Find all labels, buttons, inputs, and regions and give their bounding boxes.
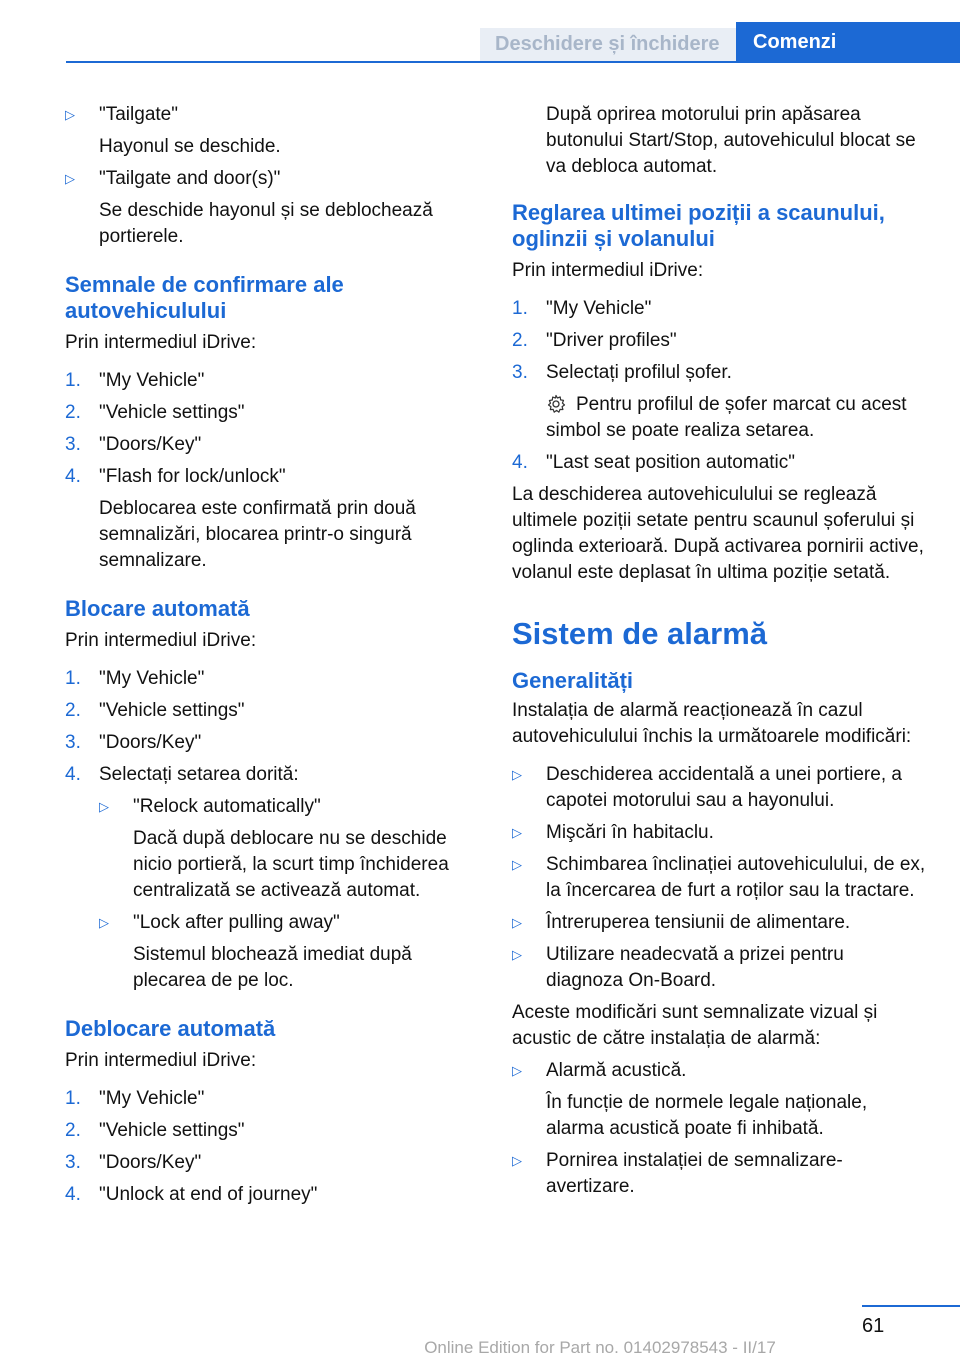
triangle-bullet-icon: ▷: [65, 171, 75, 186]
page-header: [0, 0, 960, 62]
chapter-title: Comenzi: [753, 31, 837, 53]
bullet-text: În funcție de normele legale naționale, alarma acustică poate fi inhibată.: [546, 1092, 868, 1139]
triangle-bullet-icon: ▷: [99, 799, 109, 814]
continuation-text: După oprirea motorului prin apăsarea butonului Start/Stop, autovehiculul blocat se va debloca automat.: [546, 104, 916, 177]
left-column: [65, 102, 479, 1214]
option-label: "Lock after pulling away": [133, 912, 340, 933]
step-text: "My Vehicle": [99, 370, 205, 391]
step-text: "My Vehicle": [99, 1088, 205, 1109]
step-item: 3. "Doors/Key": [65, 432, 479, 458]
right-column: [512, 102, 926, 1206]
intro-text: Prin intermediul iDrive:: [65, 1050, 257, 1071]
step-text: "Driver profiles": [546, 330, 677, 351]
bullet-label: "Tailgate": [99, 104, 178, 125]
triangle-bullet-icon: ▷: [99, 915, 109, 930]
step-text: Selectați setarea dorită:: [99, 764, 299, 785]
step-item: 3. "Doors/Key": [65, 1150, 479, 1176]
bullet-item: [512, 852, 926, 904]
section-heading: Deblocare automată: [65, 1016, 276, 1041]
step-item: 1. "My Vehicle": [65, 1086, 479, 1112]
triangle-bullet-icon: ▷: [65, 107, 75, 122]
bullet-text: Deschiderea accidentală a unei portiere, a capotei motorului sau a hayonului.: [546, 764, 902, 811]
step-item: 2. "Vehicle settings": [65, 400, 479, 426]
option-text: Dacă după deblocare nu se deschide nicio portieră, la scurt timp închiderea centralizată se activează automat.: [133, 828, 449, 901]
bullet-text: Întreruperea tensiunii de alimentare.: [546, 912, 851, 933]
intro-text: Prin intermediul iDrive:: [65, 332, 257, 353]
section-heading: Reglarea ultimei poziții a scaunului, oglinzii și volanului: [512, 200, 885, 251]
triangle-bullet-icon: ▷: [512, 947, 522, 962]
footer-rule: [862, 1305, 960, 1307]
step-item: 2. "Vehicle settings": [65, 698, 479, 724]
step-item: 4. "Flash for lock/unlock" Deblocarea este confirmată prin două semnalizări, blocarea printr-o singură semnalizare.: [65, 464, 479, 574]
bullet-text: Se deschide hayonul și se deblochează portierele.: [99, 200, 433, 247]
step-text: "Doors/Key": [99, 1152, 202, 1173]
bullet-item: [512, 820, 926, 846]
body-paragraph: Instalația de alarmă reacționează în cazul autovehiculului închis la următoarele modificări:: [512, 700, 912, 747]
step-item: 1. "My Vehicle": [65, 368, 479, 394]
bullet-item: [512, 1058, 926, 1142]
triangle-bullet-icon: ▷: [512, 1153, 522, 1168]
option-text: Sistemul blochează imediat după plecarea de pe loc.: [133, 944, 412, 991]
step-item: 4. "Unlock at end of journey": [65, 1182, 479, 1208]
bullet-label: Pornirea instalației de semnalizare-avertizare.: [546, 1150, 843, 1197]
step-item: 1. "My Vehicle": [65, 666, 479, 692]
step-text: "Last seat position automatic": [546, 452, 796, 473]
option-label: "Relock automatically": [133, 796, 321, 817]
header-rule: [66, 61, 960, 63]
section-heading: Generalități: [512, 668, 634, 693]
step-text: Selectați profilul șofer.: [546, 362, 732, 383]
bullet-item: [512, 942, 926, 994]
bullet-item: [65, 102, 479, 160]
step-text: "Vehicle settings": [99, 1120, 245, 1141]
page-number: 61: [862, 1315, 885, 1337]
triangle-bullet-icon: ▷: [512, 857, 522, 872]
bullet-item: [512, 1148, 926, 1200]
step-item: 1. "My Vehicle": [512, 296, 926, 322]
bullet-text: Hayonul se deschide.: [99, 136, 281, 157]
section-title: Deschidere și închidere: [495, 33, 720, 55]
intro-text: Prin intermediul iDrive:: [512, 260, 704, 281]
step-item: 4. "Last seat position automatic": [512, 450, 926, 476]
step-note: [546, 392, 926, 444]
step-text: "Doors/Key": [99, 732, 202, 753]
step-text: "Flash for lock/unlock": [99, 466, 286, 487]
bullet-text: Utilizare neadecvată a prizei pentru diagnoza On-Board.: [546, 944, 844, 991]
step-item: 3. "Doors/Key": [65, 730, 479, 756]
step-item: 4. Selectați setarea dorită:: [65, 762, 479, 788]
section-heading: Semnale de confirmare ale autovehiculului: [65, 272, 344, 323]
step-item: 2. "Vehicle settings": [65, 1118, 479, 1144]
step-text: "Vehicle settings": [99, 402, 245, 423]
chapter-heading: Sistem de alarmă: [512, 616, 768, 651]
gear-icon: [546, 394, 566, 414]
bullet-label: Alarmă acustică.: [546, 1060, 687, 1081]
triangle-bullet-icon: ▷: [512, 767, 522, 782]
step-item: 3. Selectați profilul șofer. Pentru profilul de șofer marcat cu acest simbol se poate realiza setarea.: [512, 360, 926, 444]
step-text: "My Vehicle": [546, 298, 652, 319]
body-paragraph: Aceste modificări sunt semnalizate vizual și acustic de către instalația de alarmă:: [512, 1002, 878, 1049]
step-item: 2. "Driver profiles": [512, 328, 926, 354]
bullet-label: "Tailgate and door(s)": [99, 168, 281, 189]
step-text: "Vehicle settings": [99, 700, 245, 721]
edition-note: Online Edition for Part no. 01402978543 - II/17: [424, 1338, 776, 1357]
triangle-bullet-icon: ▷: [512, 825, 522, 840]
step-text: "Doors/Key": [99, 434, 202, 455]
intro-text: Prin intermediul iDrive:: [65, 630, 257, 651]
step-text: "Unlock at end of journey": [99, 1184, 318, 1205]
bullet-item: [512, 910, 926, 936]
body-paragraph: La deschiderea autovehiculului se reglează ultimele poziții setate pentru scaunul șoferului și oglinda exterioară. După activarea pornirii active, volanul este deplasat în ultima poziție setată.: [512, 484, 924, 583]
bullet-text: Schimbarea înclinației autovehiculului, de ex, la încercarea de furt a roților sau la tractare.: [546, 854, 926, 901]
bullet-item: [512, 762, 926, 814]
option-item: [99, 910, 479, 994]
triangle-bullet-icon: ▷: [512, 915, 522, 930]
bullet-text: Mişcări în habitaclu.: [546, 822, 714, 843]
step-note: Deblocarea este confirmată prin două semnalizări, blocarea printr-o singură semnalizare.: [99, 498, 416, 571]
option-item: [99, 794, 479, 904]
bullet-item: [65, 166, 479, 250]
step-text: "My Vehicle": [99, 668, 205, 689]
triangle-bullet-icon: ▷: [512, 1063, 522, 1078]
step-note-text: Pentru profilul de șofer marcat cu acest simbol se poate realiza setarea.: [546, 394, 907, 441]
section-heading: Blocare automată: [65, 596, 250, 621]
